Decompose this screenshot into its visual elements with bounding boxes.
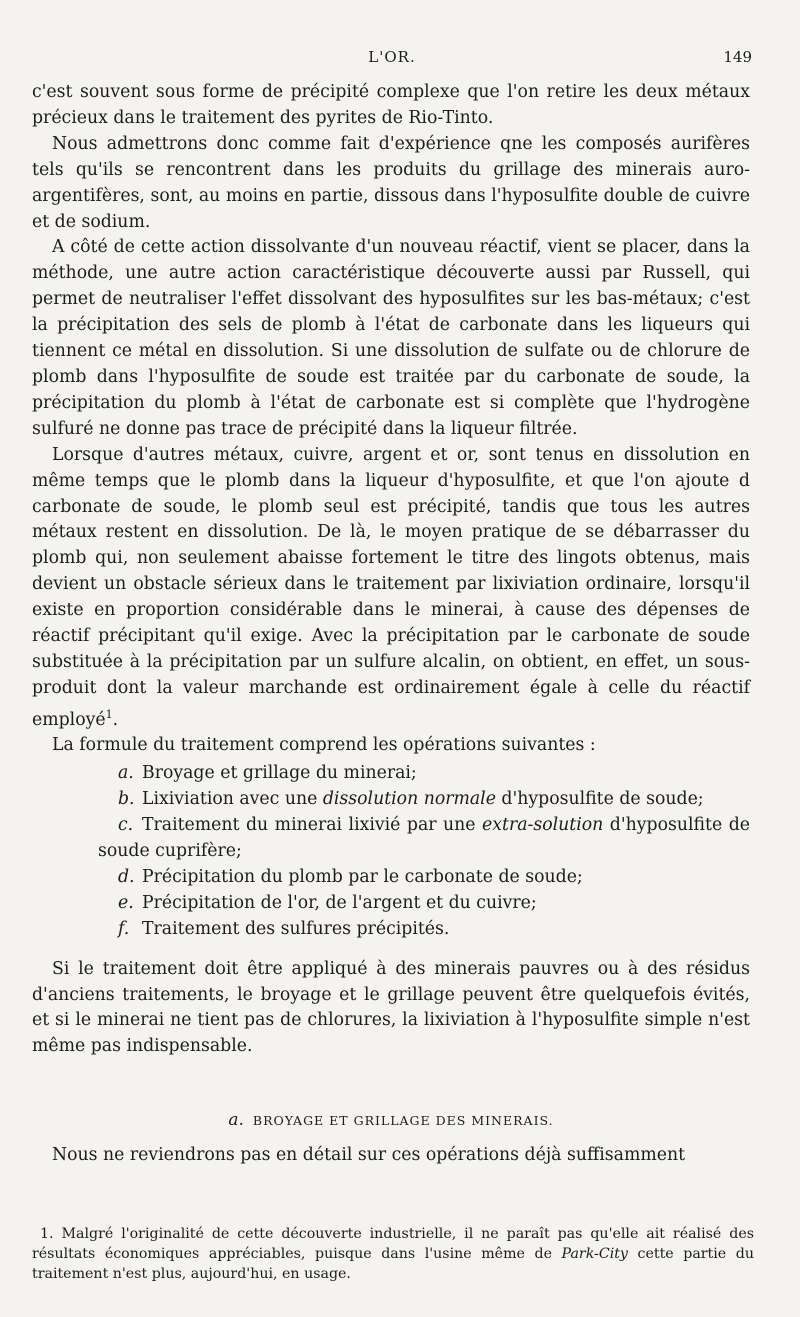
list-item-text: d'hyposulfite de soude; [495, 789, 704, 810]
footnote-text: Malgré l'originalité de cette découverte industrielle, il ne paraît pas qu'elle ait réalisé des résultats économiques appréciables, puisque dans l'usine même de [32, 1226, 754, 1262]
list-item-text: Précipitation de l'or, de l'argent et du cuivre; [142, 892, 537, 913]
list-item-emphasis: extra-solution [482, 815, 604, 836]
list-item [32, 787, 750, 813]
list-item-letter: e. [118, 892, 134, 913]
page-header [32, 48, 752, 72]
list-item-text: d'hyposulfite de soude cuprifère; [98, 815, 750, 862]
footnote-emphasis: Park-City [561, 1246, 628, 1262]
list-item-emphasis: dissolution normale [322, 789, 496, 810]
paragraph-text: Lorsque d'autres métaux, cuivre, argent et or, sont tenus en dissolution en même temps que le plomb dans la liqueur d'hyposulfite, et que l'on ajoute d carbonate de soude, le plomb seul est précipité, tandis que tous les autres métaux restent en dissolution. De là, le moyen pratique de se débarrasser du plomb qui, non seulement abaisse fortement le titre des lingots obtenus, mais devient un obstacle sérieux dans le traitement par lixiviation ordinaire, lorsqu'il existe en proportion considérable dans le minerai, à cause des dépenses de réactif précipitant qu'il exige. Avec la précipitation par le carbonate de soude substituée à la précipitation par un sulfure alcalin, on obtient, en effet, un sous-produit dont la valeur marchande est ordinairement égale à celle du réactif employé [32, 444, 750, 730]
list-item [32, 891, 750, 917]
paragraph: A côté de cette action dissolvante d'un nouveau réactif, vient se placer, dans la méthode, une autre action caractéristique découverte aussi par Russell, qui permet de neutraliser l'effet dissolvant des hyposulfites sur les bas-métaux; c'est la précipitation des sels de plomb à l'état de carbonate dans les liqueurs qui tiennent ce métal en dissolution. Si une dissolution de sulfate ou de chlorure de plomb dans l'hyposulfite de soude est traitée par du carbonate de soude, la précipitation du plomb à l'état de carbonate est si complète que l'hydrogène sulfuré ne donne pas trace de précipité dans la liqueur filtrée. [32, 237, 750, 439]
running-title: L'OR. [368, 48, 416, 66]
paragraph: Lorsque d'autres métaux, cuivre, argent et or, sont tenus en dissolution en même temps que le plomb dans la liqueur d'hyposulfite, et que l'on ajoute d carbonate de soude, le plomb seul est précipité, tandis que tous les autres métaux restent en dissolution. De là, le moyen pratique de se débarrasser du plomb qui, non seulement abaisse fortement le titre des lingots obtenus, mais devient un obstacle sérieux dans le traitement par lixiviation ordinaire, lorsqu'il existe en proportion considérable dans le minerai, à cause des dépenses de réactif précipitant qu'il exige. Avec la précipitation par le carbonate de soude substituée à la précipitation par un sulfure alcalin, on obtient, en effet, un sous-produit dont la valeur marchande est ordinairement égale à celle du réactif employé$^1$. [32, 444, 750, 730]
footnote-number: 1. [40, 1226, 54, 1242]
list-item [32, 813, 750, 865]
operations-list [32, 761, 750, 942]
paragraph: La formule du traitement comprend les opérations suivantes : [52, 735, 596, 756]
list-item-text: Traitement des sulfures précipités. [142, 918, 450, 939]
list-item-text: Broyage et grillage du minerai; [142, 763, 417, 784]
list-item [32, 761, 750, 787]
section-heading [32, 1108, 750, 1133]
paragraph: c'est souvent sous forme de précipité complexe que l'on retire les deux métaux précieux dans le traitement des pyrites de Rio-Tinto. [32, 82, 750, 128]
footnote-text: cette partie du traitement n'est plus, aujourd'hui, en usage. [32, 1246, 754, 1282]
paragraph: Nous admettrons donc comme fait d'expérience qne les composés aurifères tels qu'ils se rencontrent dans les produits du grillage des minerais auro-argentifères, sont, au moins en partie, dissous dans l'hyposulfite double de cuivre et de sodium. [32, 133, 750, 232]
list-item-letter: d. [118, 866, 135, 887]
footnote [32, 1224, 754, 1284]
list-item-letter: c. [118, 815, 134, 836]
list-item-letter: f. [118, 918, 130, 939]
section-title: BROYAGE ET GRILLAGE DES MINERAIS. [252, 1113, 554, 1129]
list-item [32, 865, 750, 891]
list-item-text: Lixiviation avec une [142, 789, 323, 810]
list-item-text: Précipitation du plomb par le carbonate de soude; [142, 866, 583, 887]
footnote-reference[interactable]: 1 [105, 707, 113, 721]
paragraph: Nous ne reviendrons pas en détail sur ces opérations déjà suffisamment [52, 1145, 686, 1166]
section-letter: a. [228, 1110, 244, 1131]
paragraph: Si le traitement doit être appliqué à des minerais pauvres ou à des résidus d'anciens traitements, le broyage et le grillage peuvent être quelquefois évités, et si le minerai ne tient pas de chlorures, la lixiviation à l'hyposulfite simple n'est même pas indispensable. [32, 958, 750, 1057]
list-item-letter: a. [118, 763, 134, 784]
list-item-text: Traitement du minerai lixivié par une [142, 815, 483, 836]
list-item [32, 917, 750, 943]
page-number: 149 [723, 48, 752, 66]
body-text [32, 80, 750, 1169]
list-item-letter: b. [118, 789, 135, 810]
